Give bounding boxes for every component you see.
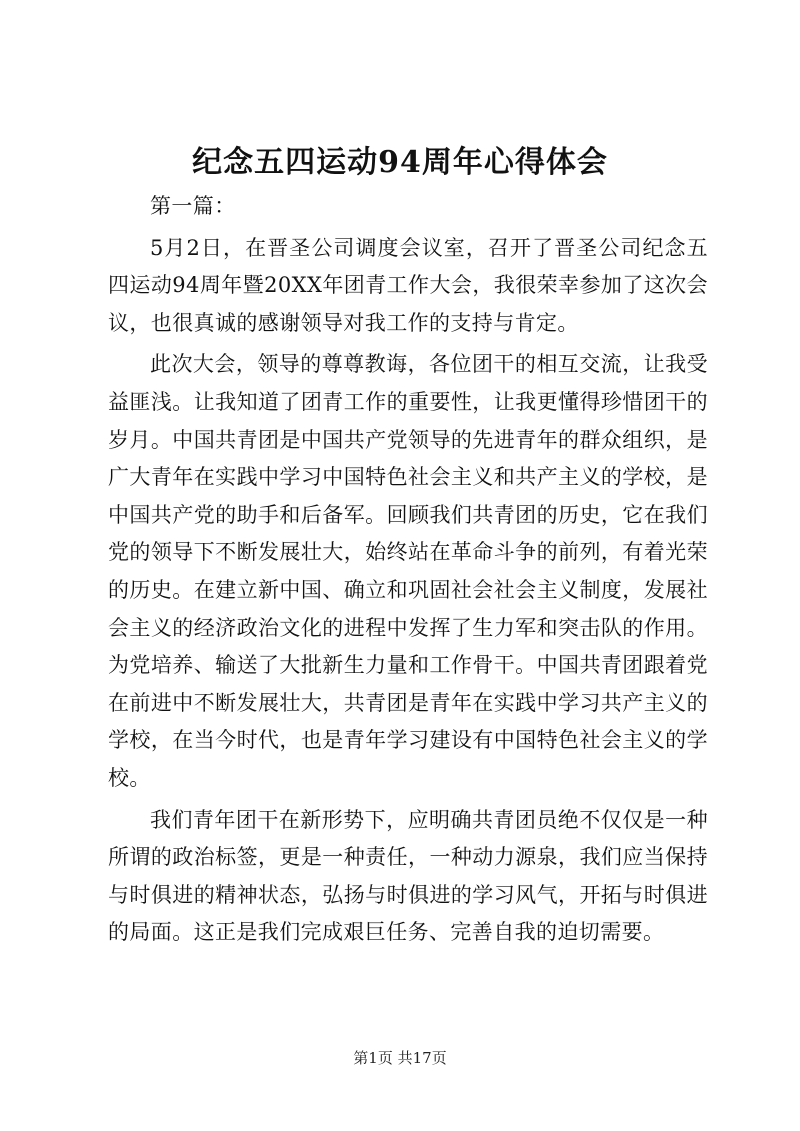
paragraph-3: 我们青年团干在新形势下，应明确共青团员绝不仅仅是一种所谓的政治标签，更是一种责任，一种动力源泉，我们应当保持与时俱进的精神状态，弘扬与时俱进的学习风气，开拓与时俱进的局面。这正是我们完成艰巨任务、完善自我的迫切需要。 [108, 807, 708, 945]
section-label: 第一篇： [150, 194, 236, 218]
document-title: 纪念五四运动94周年心得体会 [192, 145, 608, 180]
paragraph-2: 此次大会，领导的尊尊教诲，各位团干的相互交流，让我受益匪浅。让我知道了团青工作的重要性，让我更懂得珍惜团干的岁月。中国共青团是中国共产党领导的先进青年的群众组织，是广大青年在实践中学习中国特色社会主义和共产主义的学校，是中国共产党的助手和后备军。回顾我们共青团的历史，它在我们党的领导下不断发展壮大，始终站在革命斗争的前列，有着光荣的历史。在建立新中国、确立和巩固社会社会主义制度，发展社会主义的经济政治文化的进程中发挥了生力军和突击队的作用。为党培养、输送了大批新生力量和工作骨干。中国共青团跟着党在前进中不断发展壮大，共青团是青年在实践中学习共产主义的学校，在当今时代，也是青年学习建设有中国特色社会主义的学校。 [108, 352, 708, 790]
document-body [108, 188, 708, 952]
paragraph-1: 5月2日，在晋圣公司调度会议室，召开了晋圣公司纪念五四运动94周年暨20XX年团青工作大会，我很荣幸参加了这次会议，也很真诚的感谢领导对我工作的支持与肯定。 [108, 235, 708, 335]
page-footer: 第1页 共17页 [353, 1049, 447, 1067]
